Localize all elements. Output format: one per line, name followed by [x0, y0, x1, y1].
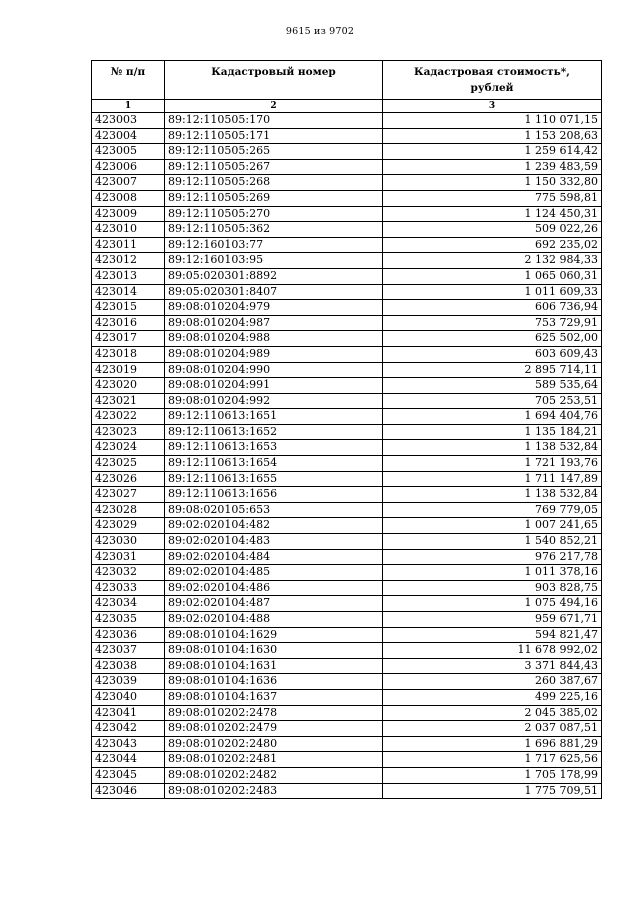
cadastral-number-cell: 89:05:020301:8892: [165, 268, 383, 284]
row-number-cell: 423039: [92, 674, 165, 690]
cadastral-value-cell: 1 705 178,99: [383, 767, 602, 783]
cadastral-number-cell: 89:08:010204:979: [165, 300, 383, 316]
row-number-cell: 423031: [92, 549, 165, 565]
cadastral-number-cell: 89:08:010202:2482: [165, 767, 383, 783]
row-number-cell: 423037: [92, 643, 165, 659]
row-number-cell: 423038: [92, 658, 165, 674]
cadastral-number-cell: 89:02:020104:484: [165, 549, 383, 565]
row-number-cell: 423043: [92, 736, 165, 752]
row-number-cell: 423011: [92, 237, 165, 253]
table-row: [92, 144, 602, 160]
cadastral-number-cell: 89:08:010104:1631: [165, 658, 383, 674]
table-body: [92, 113, 602, 799]
cadastral-value-cell: 509 022,26: [383, 222, 602, 238]
table-row: [92, 378, 602, 394]
table-row: [92, 190, 602, 206]
table-row: [92, 580, 602, 596]
cadastral-value-cell: 606 736,94: [383, 300, 602, 316]
row-number-cell: 423012: [92, 253, 165, 269]
cadastral-number-cell: 89:08:010204:988: [165, 331, 383, 347]
cadastral-value-cell: 1 540 852,21: [383, 534, 602, 550]
row-number-cell: 423035: [92, 612, 165, 628]
cadastral-number-cell: 89:08:010202:2481: [165, 752, 383, 768]
row-number-cell: 423041: [92, 705, 165, 721]
header-cadastral-value-line2: рублей: [470, 82, 514, 94]
cadastral-value-cell: 1 135 184,21: [383, 424, 602, 440]
cadastral-value-cell: 1 075 494,16: [383, 596, 602, 612]
table-row: [92, 689, 602, 705]
cadastral-value-cell: 1 153 208,63: [383, 128, 602, 144]
row-number-cell: 423016: [92, 315, 165, 331]
cadastral-value-cell: 903 828,75: [383, 580, 602, 596]
cadastral-value-cell: 625 502,00: [383, 331, 602, 347]
table-row: [92, 721, 602, 737]
row-number-cell: 423026: [92, 471, 165, 487]
table-row: [92, 175, 602, 191]
table-row: [92, 393, 602, 409]
table-row: [92, 237, 602, 253]
table-row: [92, 331, 602, 347]
index-cell-1: 1: [92, 100, 165, 113]
cadastral-value-cell: 1 124 450,31: [383, 206, 602, 222]
cadastral-value-cell: 1 259 614,42: [383, 144, 602, 160]
row-number-cell: 423028: [92, 502, 165, 518]
table-row: [92, 300, 602, 316]
row-number-cell: 423020: [92, 378, 165, 394]
cadastral-number-cell: 89:12:110505:362: [165, 222, 383, 238]
header-cadastral-value: [383, 61, 602, 100]
cadastral-value-cell: 2 895 714,11: [383, 362, 602, 378]
cadastral-value-cell: 1 717 625,56: [383, 752, 602, 768]
table-row: [92, 674, 602, 690]
cadastral-number-cell: 89:12:160103:95: [165, 253, 383, 269]
cadastral-number-cell: 89:08:020105:653: [165, 502, 383, 518]
cadastral-value-cell: 959 671,71: [383, 612, 602, 628]
table-row: [92, 596, 602, 612]
cadastral-value-cell: 1 011 609,33: [383, 284, 602, 300]
cadastral-value-cell: 2 037 087,51: [383, 721, 602, 737]
cadastral-value-cell: 2 045 385,02: [383, 705, 602, 721]
cadastral-number-cell: 89:12:110505:270: [165, 206, 383, 222]
row-number-cell: 423045: [92, 767, 165, 783]
row-number-cell: 423019: [92, 362, 165, 378]
page-number: 9615 из 9702: [285, 26, 355, 37]
cadastral-number-cell: 89:12:110505:268: [165, 175, 383, 191]
cadastral-number-cell: 89:08:010104:1629: [165, 627, 383, 643]
table-row: [92, 456, 602, 472]
row-number-cell: 423044: [92, 752, 165, 768]
cadastral-value-cell: 753 729,91: [383, 315, 602, 331]
table-row: [92, 502, 602, 518]
cadastral-value-cell: 1 150 332,80: [383, 175, 602, 191]
cadastral-number-cell: 89:02:020104:487: [165, 596, 383, 612]
cadastral-value-cell: 1 110 071,15: [383, 113, 602, 129]
cadastral-number-cell: 89:05:020301:8407: [165, 284, 383, 300]
cadastral-number-cell: 89:12:110613:1656: [165, 487, 383, 503]
row-number-cell: 423014: [92, 284, 165, 300]
cadastral-number-cell: 89:12:110613:1654: [165, 456, 383, 472]
row-number-cell: 423032: [92, 565, 165, 581]
cadastral-number-cell: 89:02:020104:485: [165, 565, 383, 581]
cadastral-number-cell: 89:12:160103:77: [165, 237, 383, 253]
cadastral-number-cell: 89:12:110613:1655: [165, 471, 383, 487]
row-number-cell: 423036: [92, 627, 165, 643]
cadastral-value-cell: 1 007 241,65: [383, 518, 602, 534]
cadastral-number-cell: 89:12:110505:171: [165, 128, 383, 144]
row-number-cell: 423003: [92, 113, 165, 129]
table-row: [92, 471, 602, 487]
cadastral-number-cell: 89:08:010104:1630: [165, 643, 383, 659]
cadastral-number-cell: 89:08:010104:1636: [165, 674, 383, 690]
cadastral-number-cell: 89:02:020104:486: [165, 580, 383, 596]
cadastral-value-cell: 1 138 532,84: [383, 487, 602, 503]
cadastral-number-cell: 89:08:010202:2480: [165, 736, 383, 752]
cadastral-value-cell: 976 217,78: [383, 549, 602, 565]
cadastral-value-cell: 775 598,81: [383, 190, 602, 206]
row-number-cell: 423007: [92, 175, 165, 191]
table-row: [92, 627, 602, 643]
table-row: [92, 315, 602, 331]
row-number-cell: 423022: [92, 409, 165, 425]
table-row: [92, 534, 602, 550]
cadastral-number-cell: 89:08:010202:2479: [165, 721, 383, 737]
table-row: [92, 284, 602, 300]
table-row: [92, 206, 602, 222]
row-number-cell: 423029: [92, 518, 165, 534]
table-row: [92, 658, 602, 674]
table-row: [92, 440, 602, 456]
cadastral-number-cell: 89:12:110505:170: [165, 113, 383, 129]
cadastral-number-cell: 89:08:010202:2483: [165, 783, 383, 799]
table-row: [92, 612, 602, 628]
row-number-cell: 423009: [92, 206, 165, 222]
table-row: [92, 268, 602, 284]
cadastral-value-cell: 594 821,47: [383, 627, 602, 643]
cadastral-number-cell: 89:12:110505:269: [165, 190, 383, 206]
cadastral-value-cell: 769 779,05: [383, 502, 602, 518]
cadastral-value-cell: 1 138 532,84: [383, 440, 602, 456]
table-row: [92, 549, 602, 565]
cadastral-value-cell: 1 711 147,89: [383, 471, 602, 487]
index-cell-2: 2: [165, 100, 383, 113]
cadastral-number-cell: 89:08:010204:990: [165, 362, 383, 378]
row-number-cell: 423005: [92, 144, 165, 160]
row-number-cell: 423017: [92, 331, 165, 347]
cadastral-value-cell: 1 239 483,59: [383, 159, 602, 175]
cadastral-number-cell: 89:02:020104:488: [165, 612, 383, 628]
row-number-cell: 423018: [92, 346, 165, 362]
row-number-cell: 423015: [92, 300, 165, 316]
table-index-row: [92, 100, 602, 113]
cadastral-value-cell: 705 253,51: [383, 393, 602, 409]
cadastral-number-cell: 89:08:010104:1637: [165, 689, 383, 705]
table-row: [92, 113, 602, 129]
cadastral-number-cell: 89:08:010204:992: [165, 393, 383, 409]
cadastral-number-cell: 89:02:020104:483: [165, 534, 383, 550]
row-number-cell: 423046: [92, 783, 165, 799]
cadastral-value-cell: 3 371 844,43: [383, 658, 602, 674]
cadastral-number-cell: 89:12:110613:1653: [165, 440, 383, 456]
row-number-cell: 423027: [92, 487, 165, 503]
cadastral-number-cell: 89:08:010204:987: [165, 315, 383, 331]
cadastral-number-cell: 89:12:110613:1651: [165, 409, 383, 425]
table-row: [92, 518, 602, 534]
table-row: [92, 222, 602, 238]
table-row: [92, 736, 602, 752]
row-number-cell: 423023: [92, 424, 165, 440]
row-number-cell: 423021: [92, 393, 165, 409]
cadastral-value-cell: 589 535,64: [383, 378, 602, 394]
cadastral-number-cell: 89:12:110505:265: [165, 144, 383, 160]
cadastral-value-cell: 1 065 060,31: [383, 268, 602, 284]
table-row: [92, 783, 602, 799]
row-number-cell: 423040: [92, 689, 165, 705]
table-row: [92, 409, 602, 425]
cadastral-number-cell: 89:12:110613:1652: [165, 424, 383, 440]
row-number-cell: 423030: [92, 534, 165, 550]
header-row-number: № п/п: [92, 61, 165, 100]
table-row: [92, 643, 602, 659]
cadastral-value-cell: 1 694 404,76: [383, 409, 602, 425]
table-row: [92, 424, 602, 440]
row-number-cell: 423024: [92, 440, 165, 456]
cadastral-value-cell: 2 132 984,33: [383, 253, 602, 269]
cadastral-value-cell: 1 011 378,16: [383, 565, 602, 581]
row-number-cell: 423013: [92, 268, 165, 284]
cadastral-value-cell: 260 387,67: [383, 674, 602, 690]
row-number-cell: 423004: [92, 128, 165, 144]
row-number-cell: 423010: [92, 222, 165, 238]
cadastral-number-cell: 89:02:020104:482: [165, 518, 383, 534]
header-cadastral-number: Кадастровый номер: [165, 61, 383, 100]
cadastral-number-cell: 89:08:010202:2478: [165, 705, 383, 721]
table-row: [92, 159, 602, 175]
cadastral-number-cell: 89:08:010204:991: [165, 378, 383, 394]
cadastral-value-cell: 692 235,02: [383, 237, 602, 253]
table-row: [92, 565, 602, 581]
table-row: [92, 767, 602, 783]
row-number-cell: 423008: [92, 190, 165, 206]
table-row: [92, 752, 602, 768]
cadastral-value-table: [91, 60, 602, 799]
cadastral-value-cell: 603 609,43: [383, 346, 602, 362]
cadastral-value-cell: 499 225,16: [383, 689, 602, 705]
table-row: [92, 362, 602, 378]
cadastral-number-cell: 89:08:010204:989: [165, 346, 383, 362]
cadastral-value-cell: 1 696 881,29: [383, 736, 602, 752]
cadastral-number-cell: 89:12:110505:267: [165, 159, 383, 175]
row-number-cell: 423006: [92, 159, 165, 175]
cadastral-value-cell: 1 721 193,76: [383, 456, 602, 472]
cadastral-value-cell: 11 678 992,02: [383, 643, 602, 659]
row-number-cell: 423034: [92, 596, 165, 612]
table-row: [92, 128, 602, 144]
index-cell-3: 3: [383, 100, 602, 113]
table-header-row: [92, 61, 602, 100]
table-row: [92, 705, 602, 721]
row-number-cell: 423033: [92, 580, 165, 596]
row-number-cell: 423042: [92, 721, 165, 737]
row-number-cell: 423025: [92, 456, 165, 472]
table-row: [92, 253, 602, 269]
table-row: [92, 346, 602, 362]
table-row: [92, 487, 602, 503]
cadastral-value-cell: 1 775 709,51: [383, 783, 602, 799]
header-cadastral-value-line1: Кадастровая стоимость*,: [414, 66, 570, 78]
